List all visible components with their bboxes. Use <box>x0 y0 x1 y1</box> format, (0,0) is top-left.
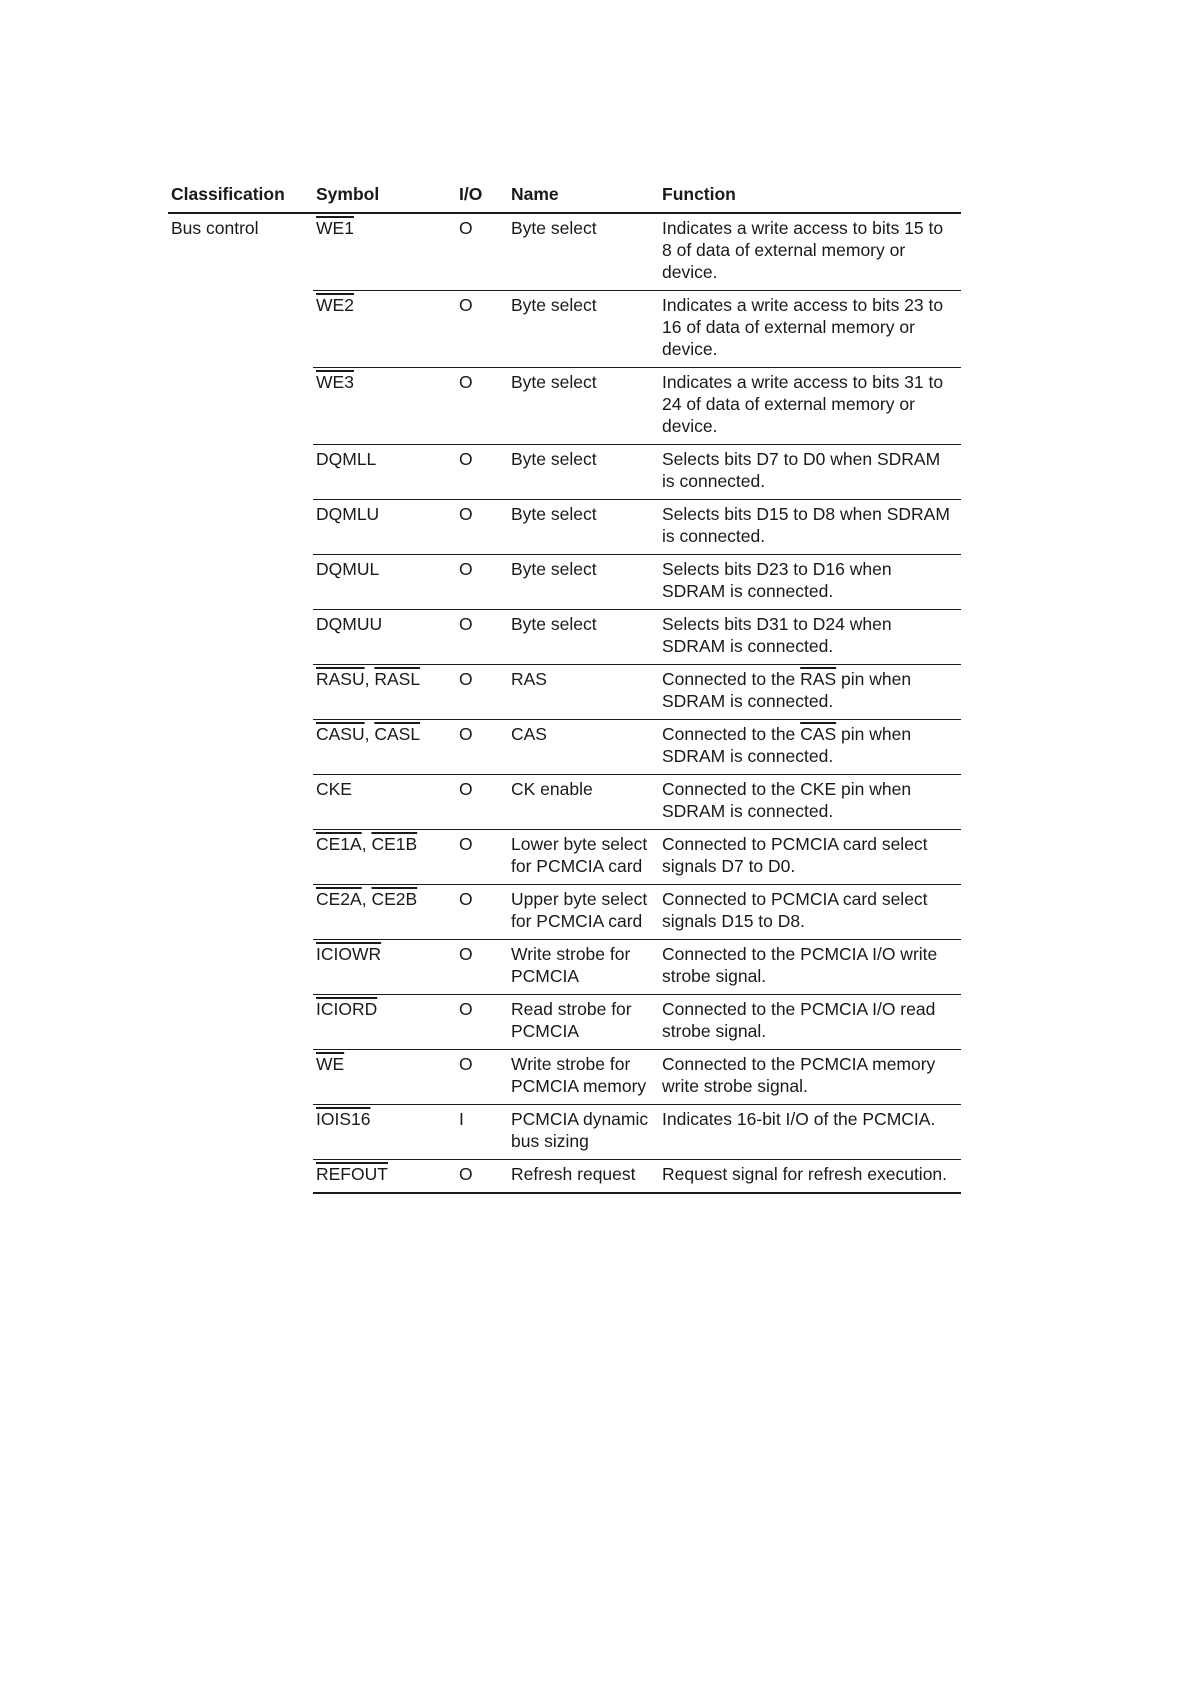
function-cell <box>659 368 961 445</box>
name-cell: Write strobe for PCMCIA memory <box>508 1050 659 1105</box>
header-io: I/O <box>459 184 483 204</box>
function-cell <box>659 291 961 368</box>
symbol-cell <box>313 720 456 775</box>
header-function: Function <box>662 184 736 204</box>
function-segment: Selects bits D23 to D16 when SDRAM is connected. <box>662 559 892 601</box>
name-cell: PCMCIA dynamic bus sizing <box>508 1105 659 1160</box>
function-segment: Connected to the <box>662 724 801 744</box>
function-cell <box>659 830 961 885</box>
name-cell: CAS <box>508 720 659 775</box>
function-segment: Connected to the CKE pin when SDRAM is connected. <box>662 779 912 821</box>
symbol-segment: , <box>361 834 372 854</box>
name-cell: CK enable <box>508 775 659 830</box>
symbol-segment: , <box>364 724 375 744</box>
function-cell <box>659 555 961 610</box>
io-cell: O <box>456 213 508 291</box>
function-segment: Connected to the <box>662 669 801 689</box>
symbol-cell <box>313 213 456 291</box>
symbol-cell <box>313 940 456 995</box>
io-cell: O <box>456 445 508 500</box>
symbol-segment: IOIS16 <box>316 1109 371 1129</box>
function-segment: Indicates a write access to bits 23 to 16 of data of external memory or device. <box>662 295 944 359</box>
table-body <box>168 213 961 1193</box>
io-cell: O <box>456 720 508 775</box>
symbol-segment: , <box>364 669 375 689</box>
io-cell: O <box>456 1160 508 1194</box>
symbol-segment: DQMUU <box>316 614 383 634</box>
function-segment: $\overline{RAS}$ <box>800 669 837 689</box>
function-cell <box>659 500 961 555</box>
name-cell: Byte select <box>508 555 659 610</box>
name-cell: Upper byte select for PCMCIA card <box>508 885 659 940</box>
symbol-segment: CASL <box>374 724 421 744</box>
symbol-cell <box>313 885 456 940</box>
symbol-segment: DQMLU <box>316 504 380 524</box>
function-segment: pin when SDRAM is connected. <box>662 669 912 711</box>
symbol-cell <box>313 368 456 445</box>
symbol-segment: $\overline{WE}$ <box>316 1054 345 1074</box>
symbol-segment: CE1B <box>371 834 418 854</box>
function-segment: Connected to the PCMCIA I/O write strobe signal. <box>662 944 938 986</box>
symbol-cell <box>313 775 456 830</box>
function-cell <box>659 775 961 830</box>
function-segment: Indicates a write access to bits 15 to 8 of data of external memory or device. <box>662 218 944 282</box>
function-cell <box>659 940 961 995</box>
function-cell <box>659 665 961 720</box>
symbol-segment: RASL <box>374 669 421 689</box>
io-cell: O <box>456 368 508 445</box>
name-cell: Lower byte select for PCMCIA card <box>508 830 659 885</box>
function-segment: Indicates 16-bit I/O of the PCMCIA. <box>662 1109 936 1129</box>
function-cell <box>659 885 961 940</box>
symbol-segment: RASU <box>316 669 365 689</box>
name-cell: Refresh request <box>508 1160 659 1194</box>
function-segment: pin when SDRAM is connected. <box>662 724 912 766</box>
table-row <box>168 213 961 291</box>
function-segment: Connected to the PCMCIA I/O read strobe signal. <box>662 999 936 1041</box>
name-cell: Byte select <box>508 368 659 445</box>
symbol-segment: CE2B <box>371 889 418 909</box>
symbol-segment: WE3 <box>316 372 354 392</box>
function-segment: Connected to PCMCIA card select signals D7 to D0. <box>662 834 928 876</box>
function-segment: $\overline{CAS}$ <box>800 724 837 744</box>
symbol-cell <box>313 555 456 610</box>
function-cell <box>659 1050 961 1105</box>
function-segment: Connected to the PCMCIA memory write strobe signal. <box>662 1054 936 1096</box>
name-cell: RAS <box>508 665 659 720</box>
symbol-segment: CASU <box>316 724 365 744</box>
function-cell <box>659 720 961 775</box>
function-segment: Indicates a write access to bits 31 to 24 of data of external memory or device. <box>662 372 944 436</box>
function-cell <box>659 1160 961 1194</box>
symbol-segment: WE1 <box>316 218 354 238</box>
io-cell: O <box>456 291 508 368</box>
header-classification: Classification <box>171 184 285 204</box>
io-cell: O <box>456 555 508 610</box>
symbol-cell <box>313 1050 456 1105</box>
io-cell: O <box>456 1050 508 1105</box>
function-cell <box>659 610 961 665</box>
io-cell: O <box>456 500 508 555</box>
symbol-segment: CE2A <box>316 889 362 909</box>
symbol-cell <box>313 445 456 500</box>
function-segment: Connected to PCMCIA card select signals D15 to D8. <box>662 889 928 931</box>
symbol-segment: CKE <box>316 779 352 799</box>
header-name: Name <box>511 184 559 204</box>
function-cell <box>659 445 961 500</box>
name-cell: Byte select <box>508 610 659 665</box>
name-cell: Byte select <box>508 445 659 500</box>
symbol-segment: ICIORD <box>316 999 378 1019</box>
symbol-segment: DQMLL <box>316 449 377 469</box>
function-segment: Selects bits D15 to D8 when SDRAM is connected. <box>662 504 950 546</box>
header-symbol: Symbol <box>316 184 380 204</box>
name-cell: Byte select <box>508 500 659 555</box>
symbol-segment: , <box>361 889 372 909</box>
function-cell <box>659 995 961 1050</box>
io-cell: O <box>456 610 508 665</box>
classification-cell: Bus control <box>171 218 259 238</box>
symbol-cell <box>313 995 456 1050</box>
name-cell: Read strobe for PCMCIA <box>508 995 659 1050</box>
name-cell: Byte select <box>508 213 659 291</box>
io-cell: O <box>456 665 508 720</box>
io-cell: O <box>456 940 508 995</box>
symbol-cell <box>313 1160 456 1194</box>
function-segment: Selects bits D7 to D0 when SDRAM is connected. <box>662 449 941 491</box>
symbol-cell <box>313 610 456 665</box>
name-cell: Write strobe for PCMCIA <box>508 940 659 995</box>
symbol-cell <box>313 500 456 555</box>
symbol-cell <box>313 830 456 885</box>
function-segment: Request signal for refresh execution. <box>662 1164 948 1184</box>
symbol-segment: REFOUT <box>316 1164 388 1184</box>
symbol-segment: ICIOWR <box>316 944 382 964</box>
io-cell: O <box>456 775 508 830</box>
symbol-cell <box>313 291 456 368</box>
function-segment: Selects bits D31 to D24 when SDRAM is connected. <box>662 614 892 656</box>
function-cell <box>659 1105 961 1160</box>
name-cell: Byte select <box>508 291 659 368</box>
io-cell: O <box>456 885 508 940</box>
pin-function-table <box>168 180 961 1194</box>
io-cell: I <box>456 1105 508 1160</box>
table-header <box>168 180 961 213</box>
symbol-segment: CE1A <box>316 834 362 854</box>
symbol-segment: DQMUL <box>316 559 380 579</box>
symbol-cell <box>313 1105 456 1160</box>
function-cell <box>659 213 961 291</box>
pin-function-table-page <box>168 180 961 1194</box>
header-row <box>168 180 961 213</box>
symbol-segment: WE2 <box>316 295 354 315</box>
symbol-cell <box>313 665 456 720</box>
io-cell: O <box>456 995 508 1050</box>
io-cell: O <box>456 830 508 885</box>
